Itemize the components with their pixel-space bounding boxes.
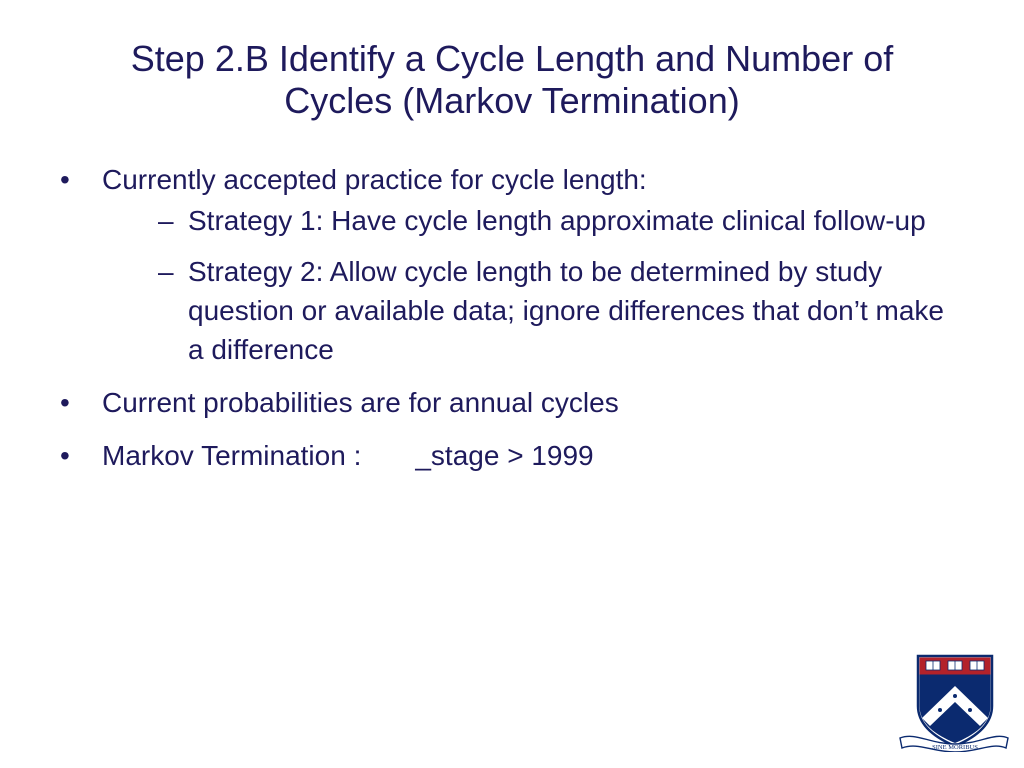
slide-title [60,38,964,122]
bullet-marker: • [60,440,70,471]
bullet-text-value: _stage > 1999 [415,440,594,471]
sub-bullet-marker: – [158,256,174,287]
bullet-item [60,383,960,422]
motto-text: SINE MORIBUS [932,744,978,751]
slide-title-line-2: Cycles (Markov Termination) [284,80,740,121]
bullet-marker: • [60,164,70,195]
university-shield-logo-icon [896,652,1012,752]
sub-bullet-marker: – [158,205,174,236]
bullet-item [60,436,960,475]
slide-body [60,160,960,489]
sub-bullet-item [102,201,960,240]
bullet-text-label: Markov Termination : [102,440,362,471]
bullet-text: Currently accepted practice for cycle length: [102,164,647,195]
sub-bullet-list [102,201,960,369]
bullet-marker: • [60,387,70,418]
bullet-text: Current probabilities are for annual cycles [102,387,619,418]
sub-bullet-text: Strategy 1: Have cycle length approximate clinical follow-up [188,205,926,236]
sub-bullet-item [102,252,960,369]
book-icons [926,661,984,670]
slide-title-line-1: Step 2.B Identify a Cycle Length and Number of [130,38,894,79]
bullet-item [60,160,960,369]
sub-bullet-text: Strategy 2: Allow cycle length to be determined by study question or available data; ignore differences that don’t make a difference [188,256,944,365]
